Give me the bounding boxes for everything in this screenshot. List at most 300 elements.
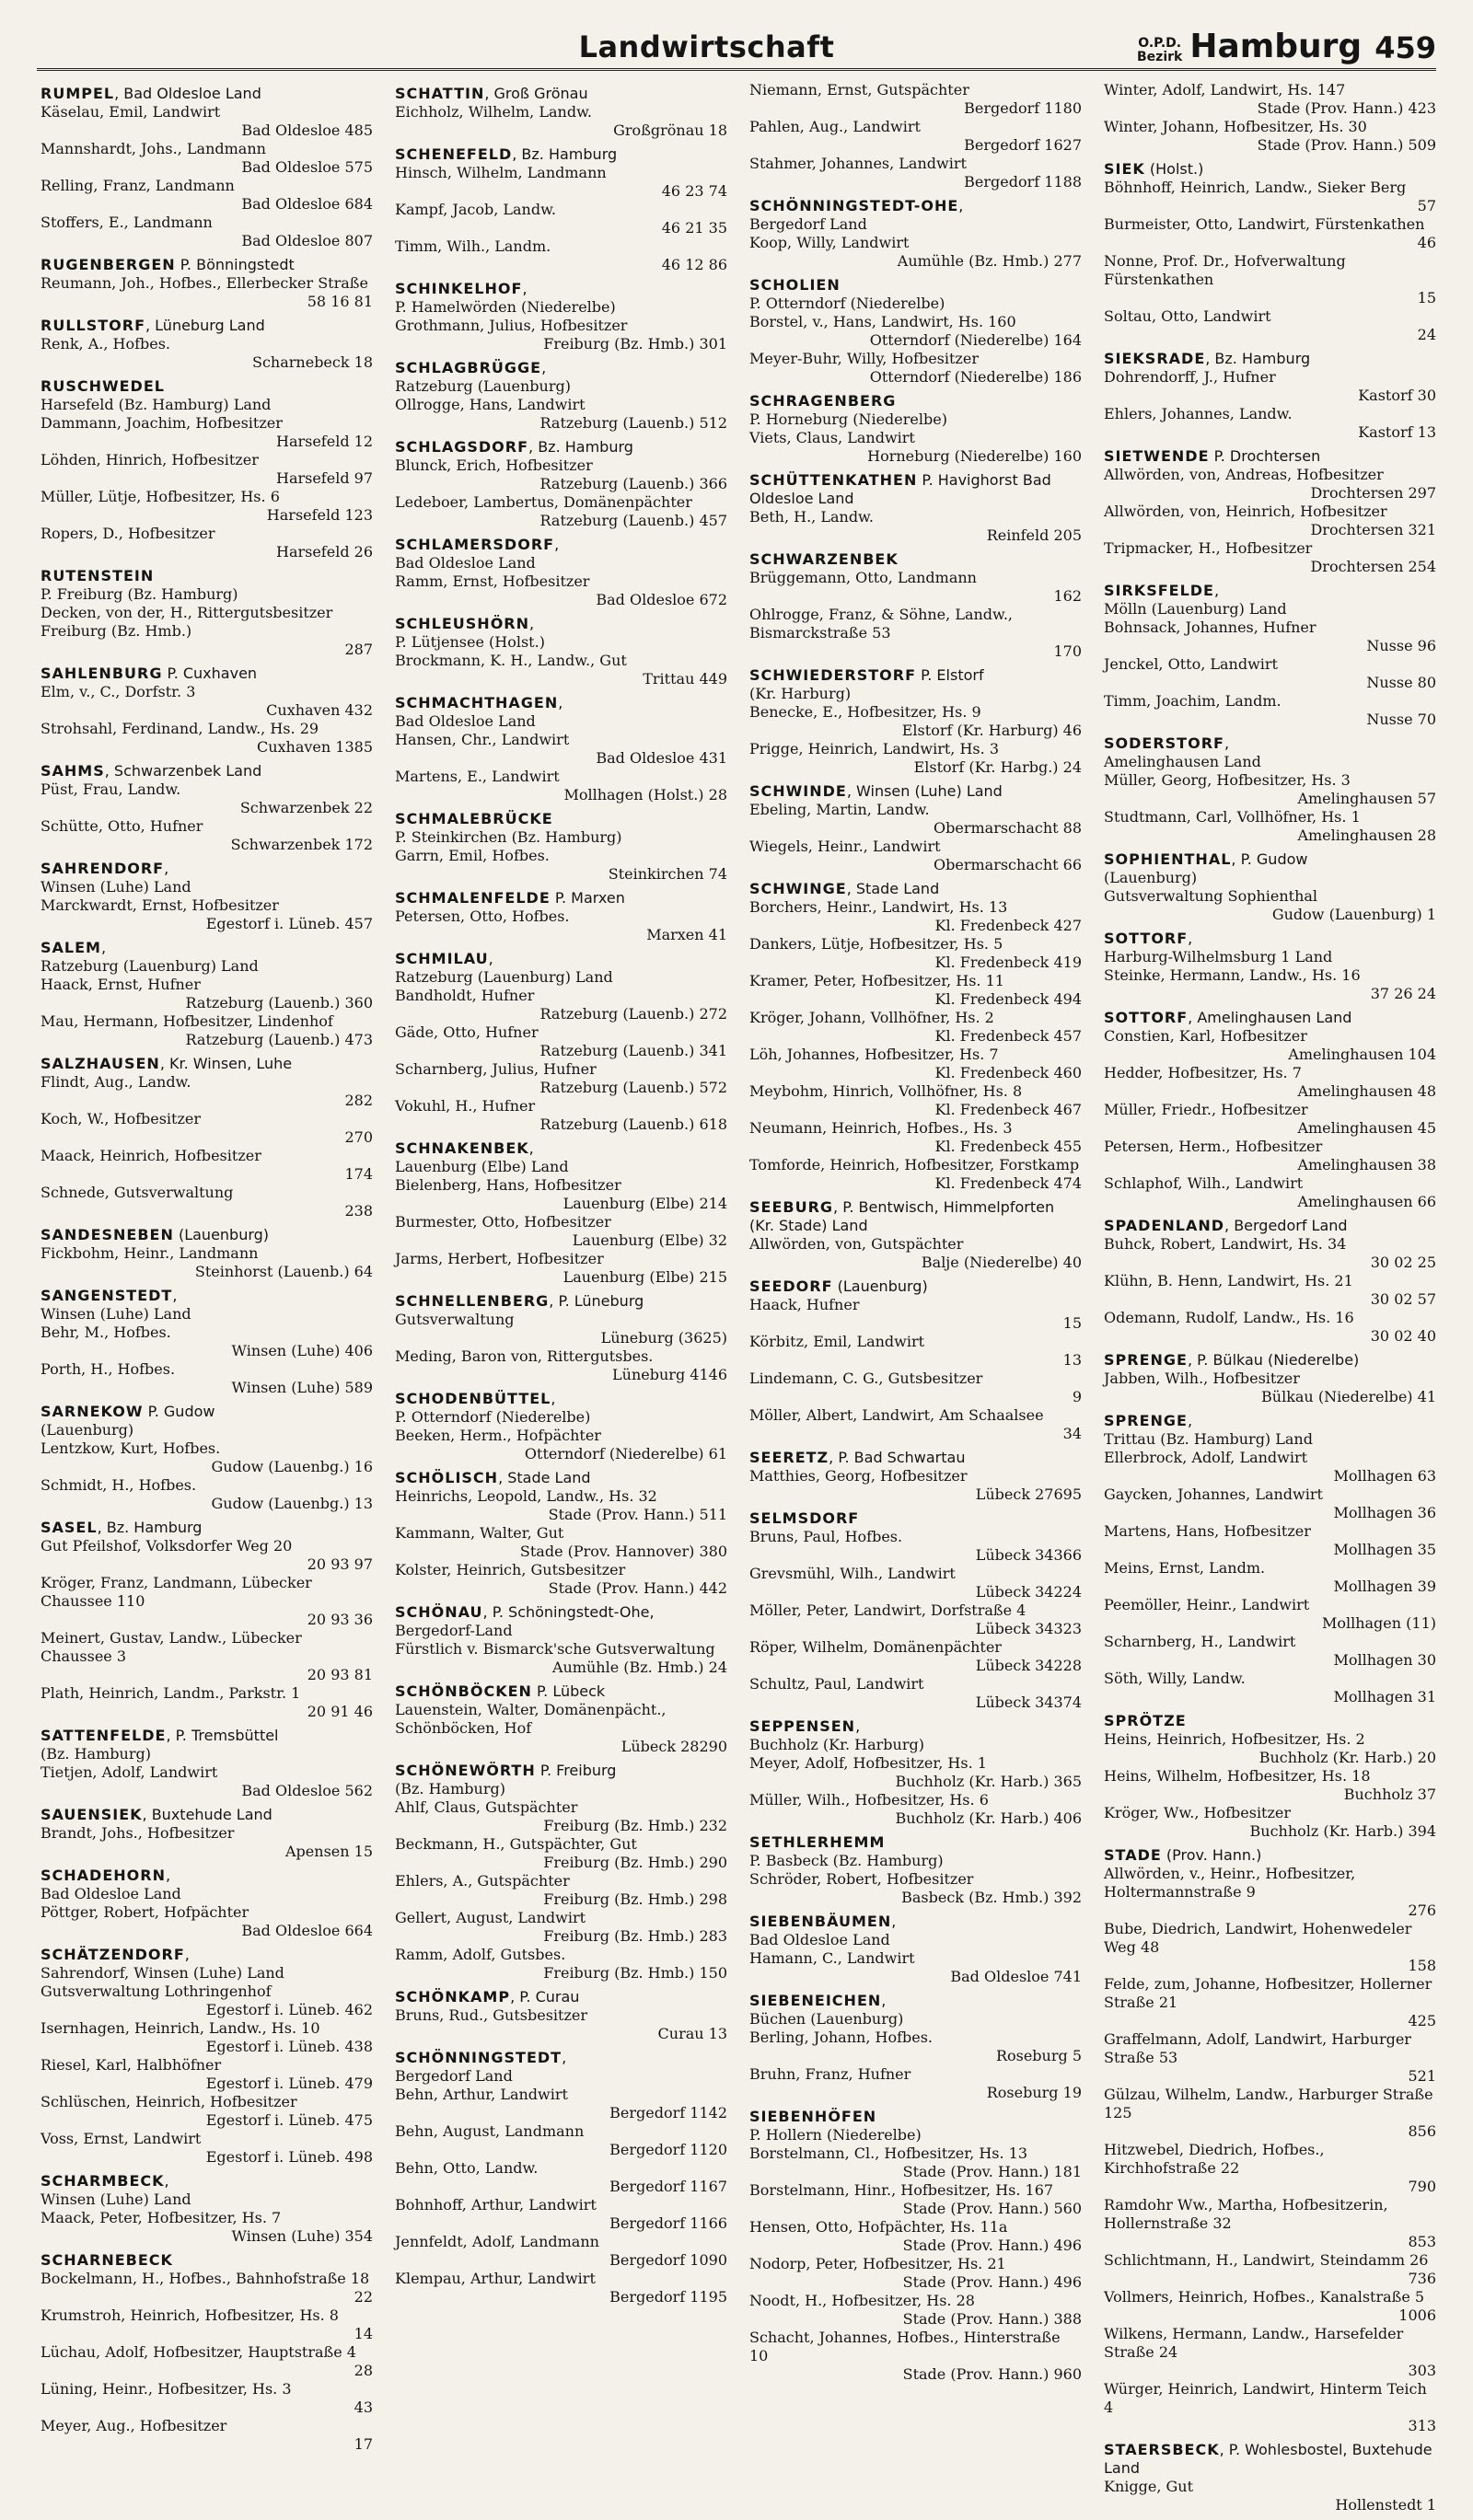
entry-phone: 425 — [1408, 2012, 1436, 2029]
place-info: , Bz. Hamburg — [528, 438, 633, 456]
place-section — [395, 145, 727, 274]
place-section — [41, 1055, 373, 1220]
entry-phone: Bergedorf 1142 — [609, 2104, 727, 2121]
place-name: SCHARNEBECK — [41, 2251, 173, 2269]
entry-phone: Nusse 80 — [1366, 674, 1436, 691]
directory-entry — [1104, 1865, 1436, 1920]
entry-name: Dammann, Joachim, Hofbesitzer — [41, 414, 283, 432]
place-heading — [41, 317, 373, 335]
entry-phone: 14 — [354, 2325, 373, 2342]
entry-phone: Bergedorf 1120 — [609, 2141, 727, 2158]
entry-name: Allwörden, von, Andreas, Hofbesitzer — [1104, 466, 1384, 483]
place-section — [395, 85, 727, 140]
place-section — [41, 1403, 373, 1513]
place-name: SALZHAUSEN — [41, 1055, 160, 1072]
entry-phone: 276 — [1408, 1902, 1436, 1919]
directory-entry — [1104, 618, 1436, 655]
directory-entry — [395, 1946, 727, 1982]
directory-entry — [1104, 1272, 1436, 1309]
entry-name: Haack, Hufner — [749, 1296, 860, 1313]
directory-entry — [395, 1311, 727, 1347]
place-info: P. Havighorst Bad Oldesloe Land — [749, 471, 1051, 507]
directory-entry — [749, 410, 1082, 429]
entry-name: Jenckel, Otto, Landwirt — [1104, 655, 1278, 673]
entry-name: Matthies, Georg, Hofbesitzer — [749, 1467, 968, 1485]
entry-name: Meyer, Adolf, Hofbesitzer, Hs. 1 — [749, 1754, 987, 1772]
place-name: SCHMACHTHAGEN — [395, 694, 559, 711]
place-info: , Bergedorf Land — [1224, 1217, 1348, 1234]
directory-entry — [749, 898, 1082, 935]
place-name: SIEK — [1104, 160, 1145, 178]
entry-phone: Lübeck 28290 — [621, 1738, 727, 1755]
entry-name: Lüchau, Adolf, Hofbesitzer, Hauptstraße 4 — [41, 2343, 356, 2361]
entry-phone: Basbeck (Bz. Hmb.) 392 — [901, 1889, 1082, 1906]
directory-entry — [1104, 966, 1436, 1003]
entry-phone: 58 16 81 — [307, 293, 373, 310]
directory-entry — [749, 1852, 1082, 1870]
place-info: , — [488, 950, 493, 967]
place-info: , Bz. Hamburg — [97, 1519, 203, 1536]
directory-entry — [1104, 215, 1436, 252]
place-name: SCHARMBECK — [41, 2172, 165, 2190]
entry-phone: Obermarschacht 88 — [934, 819, 1082, 837]
place-heading — [41, 1806, 373, 1824]
entry-phone: Lüneburg (3625) — [600, 1329, 727, 1347]
place-section — [395, 1139, 727, 1287]
section-title: Landwirtschaft — [578, 29, 835, 64]
place-section — [749, 880, 1082, 1193]
entry-name: Schütte, Otto, Hufner — [41, 817, 203, 835]
entry-name: Petersen, Herm., Hofbesitzer — [1104, 1138, 1323, 1155]
directory-entry — [749, 1675, 1082, 1712]
directory-entry — [395, 907, 727, 944]
place-name: SCHÖNNINGSTEDT-OHE — [749, 197, 959, 214]
entry-name: Söth, Willy, Landw. — [1104, 1670, 1246, 1687]
entry-phone: Mollhagen 30 — [1333, 1651, 1436, 1669]
entry-name: Beeken, Herm., Hofpächter — [395, 1427, 601, 1444]
entry-name: Timm, Joachim, Landm. — [1104, 692, 1282, 710]
entry-name: Allwörden, von, Gutspächter — [749, 1235, 964, 1253]
place-section — [41, 665, 373, 757]
directory-entry — [749, 295, 1082, 313]
entry-name: Mau, Hermann, Hofbesitzer, Lindenhof — [41, 1012, 333, 1030]
directory-entry — [41, 1885, 373, 1903]
directory-entry — [1104, 808, 1436, 845]
directory-entry — [41, 103, 373, 140]
entry-phone: 856 — [1408, 2122, 1436, 2140]
directory-entry — [395, 768, 727, 804]
place-section — [1104, 160, 1436, 344]
place-heading — [749, 1277, 1082, 1296]
directory-entry — [395, 1427, 727, 1463]
entry-name: Bergedorf-Land — [395, 1622, 513, 1639]
entry-name: Gutsverwaltung Lothringenhof — [41, 1982, 272, 2000]
entry-name: Jarms, Herbert, Hofbesitzer — [395, 1250, 604, 1267]
entry-name: Maack, Heinrich, Hofbesitzer — [41, 1147, 261, 1164]
entry-name: Niemann, Ernst, Gutspächter — [749, 81, 969, 98]
place-name: STADE — [1104, 1846, 1162, 1864]
entry-phone: Kl. Fredenbeck 455 — [934, 1138, 1082, 1155]
entry-name: Porth, H., Hofbes. — [41, 1360, 176, 1378]
directory-entry — [395, 731, 727, 768]
place-heading — [41, 1946, 373, 1964]
entry-name: Dankers, Lütje, Hofbesitzer, Hs. 5 — [749, 935, 1003, 953]
directory-entry — [1104, 405, 1436, 442]
directory-entry — [749, 2292, 1082, 2329]
place-name: SPADENLAND — [1104, 1217, 1225, 1234]
place-name: SCHNAKENBEK — [395, 1139, 529, 1157]
place-name: SCHÄTZENDORF — [41, 1946, 185, 1963]
place-info: , Stade Land — [498, 1469, 591, 1486]
directory-entry — [1104, 81, 1436, 118]
entry-phone: Kl. Fredenbeck 457 — [934, 1027, 1082, 1045]
directory-entry — [1104, 1596, 1436, 1633]
entry-phone: Roseburg 5 — [995, 2047, 1082, 2064]
place-heading — [395, 1139, 727, 1158]
place-section — [41, 1519, 373, 1721]
entry-phone: Stade (Prov. Hann.) 442 — [548, 1579, 727, 1597]
opd-label — [1137, 37, 1182, 64]
directory-entry — [395, 1060, 727, 1097]
place-section — [395, 438, 727, 530]
entry-name: Jennfeldt, Adolf, Landmann — [395, 2233, 599, 2250]
directory-entry — [1104, 1101, 1436, 1138]
entry-name: Gut Pfeilshof, Volksdorfer Weg 20 — [41, 1537, 293, 1555]
column-4 — [1104, 81, 1436, 2520]
directory-entry — [395, 298, 727, 317]
directory-entry — [395, 396, 727, 433]
entry-name: Heinrichs, Leopold, Landw., Hs. 32 — [395, 1487, 657, 1505]
place-section — [749, 81, 1082, 191]
place-heading — [749, 550, 1082, 569]
place-name: SIRKSFELDE — [1104, 582, 1214, 599]
place-info: , P. Bülkau (Niederelbe) — [1187, 1351, 1360, 1369]
place-section — [1104, 850, 1436, 924]
place-section — [395, 280, 727, 353]
entry-name: Ebeling, Martin, Landw. — [749, 801, 930, 818]
entry-name: Dohrendorff, J., Hufner — [1104, 368, 1276, 386]
directory-entry — [749, 2065, 1082, 2102]
place-section — [749, 666, 1082, 777]
entry-name: Würger, Heinrich, Landwirt, Hinterm Teich 4 — [1104, 2380, 1427, 2416]
entry-phone: 46 — [1417, 234, 1436, 251]
place-name: SIEKSRADE — [1104, 350, 1206, 367]
directory-entry — [749, 313, 1082, 350]
entry-phone: Egestorf i. Lüneb. 438 — [205, 2038, 373, 2055]
directory-entry — [749, 1565, 1082, 1601]
place-section — [395, 536, 727, 609]
place-name: SCHOLIEN — [749, 276, 841, 294]
column-3 — [749, 81, 1082, 2520]
place-name: SPRENGE — [1104, 1412, 1188, 1429]
entry-phone: Kl. Fredenbeck 474 — [934, 1174, 1082, 1192]
directory-entry — [41, 817, 373, 854]
directory-entry — [749, 2181, 1082, 2218]
entry-name: Constien, Karl, Hofbesitzer — [1104, 1027, 1307, 1045]
entry-name: Martens, E., Landwirt — [395, 768, 560, 785]
entry-name: Graffelmann, Adolf, Landwirt, Harburger Straße 53 — [1104, 2030, 1411, 2066]
place-info: P. Drochtersen — [1209, 447, 1321, 465]
place-info: (Lauenburg) — [173, 1226, 270, 1243]
entry-name: Winter, Johann, Hofbesitzer, Hs. 30 — [1104, 118, 1367, 135]
directory-entry — [1104, 466, 1436, 503]
directory-entry — [1104, 307, 1436, 344]
place-name: SOTTORF — [1104, 930, 1189, 947]
directory-entry — [749, 606, 1082, 661]
directory-entry — [749, 81, 1082, 118]
entry-name: Trittau (Bz. Hamburg) Land — [1104, 1430, 1313, 1448]
entry-name: Meins, Ernst, Landm. — [1104, 1559, 1266, 1577]
entry-phone: Harsefeld 26 — [275, 543, 373, 561]
directory-entry — [395, 712, 727, 731]
entry-phone: 34 — [1062, 1425, 1082, 1442]
entry-name: Klühn, B. Henn, Landwirt, Hs. 21 — [1104, 1272, 1353, 1289]
entry-name: Tomforde, Heinrich, Hofbesitzer, Forstkamp — [749, 1156, 1080, 1173]
entry-phone: Egestorf i. Lüneb. 475 — [205, 2111, 373, 2129]
entry-phone: Lübeck 27695 — [975, 1485, 1082, 1503]
entry-phone: Mollhagen (11) — [1321, 1614, 1436, 1632]
place-info: , P. Bad Schwartau — [829, 1449, 966, 1466]
entry-phone: Harsefeld 12 — [275, 433, 373, 450]
entry-name: Meybohm, Hinrich, Vollhöfner, Hs. 8 — [749, 1082, 1023, 1100]
entry-phone: Stade (Prov. Hann.) 560 — [902, 2200, 1082, 2217]
entry-name: Heins, Wilhelm, Hofbesitzer, Hs. 18 — [1104, 1767, 1371, 1785]
entry-name: Bruns, Rud., Gutsbesitzer — [395, 2006, 587, 2024]
place-heading — [395, 359, 727, 377]
place-heading — [1104, 734, 1436, 753]
place-name: SCHLEUSHÖRN — [395, 615, 529, 632]
place-section — [41, 85, 373, 250]
entry-phone: Stade (Prov. Hann.) 496 — [902, 2273, 1082, 2291]
entry-name: Wilkens, Hermann, Landw., Harsefelder Straße 24 — [1104, 2325, 1404, 2361]
entry-phone: Winsen (Luhe) 406 — [231, 1342, 373, 1359]
directory-entry — [749, 935, 1082, 972]
place-info: , — [891, 1913, 897, 1930]
entry-phone: Reinfeld 205 — [986, 526, 1082, 544]
place-section — [41, 2251, 373, 2454]
directory-entry — [395, 2159, 727, 2196]
directory-entry — [749, 1119, 1082, 1156]
entry-name: P. Horneburg (Niederelbe) — [749, 410, 947, 428]
directory-entry — [1104, 1449, 1436, 1485]
directory-entry — [395, 1097, 727, 1134]
directory-entry — [749, 429, 1082, 466]
entry-phone: Stade (Prov. Hann.) 388 — [902, 2310, 1082, 2328]
place-heading — [41, 377, 373, 396]
directory-entry — [395, 1023, 727, 1060]
entry-phone: Apensen 15 — [285, 1843, 373, 1860]
entry-name: Müller, Lütje, Hofbesitzer, Hs. 6 — [41, 488, 280, 505]
place-info: , — [958, 197, 964, 214]
directory-columns — [41, 81, 1436, 2514]
place-heading — [749, 1992, 1082, 2010]
entry-phone: 238 — [344, 1202, 373, 1220]
directory-entry — [749, 1235, 1082, 1272]
place-section — [395, 889, 727, 944]
entry-phone: 20 93 36 — [307, 1611, 373, 1628]
entry-phone: Amelinghausen 104 — [1288, 1046, 1436, 1063]
directory-entry — [1104, 1138, 1436, 1174]
directory-entry — [749, 2255, 1082, 2292]
entry-phone: 43 — [354, 2399, 373, 2416]
entry-phone: Harsefeld 97 — [275, 469, 373, 487]
entry-phone: 270 — [344, 1128, 373, 1146]
entry-phone: Cuxhaven 1385 — [256, 738, 373, 756]
place-heading — [41, 256, 373, 274]
directory-entry — [41, 976, 373, 1012]
place-section — [1104, 81, 1436, 155]
entry-phone: Amelinghausen 38 — [1297, 1156, 1436, 1173]
entry-phone: Stade (Prov. Hannover) 380 — [519, 1543, 727, 1560]
entry-name: Noodt, H., Hofbesitzer, Hs. 28 — [749, 2292, 975, 2309]
directory-entry — [1104, 1559, 1436, 1596]
entry-phone: 303 — [1408, 2362, 1436, 2379]
directory-entry — [41, 2093, 373, 2130]
place-info: , Amelinghausen Land — [1188, 1009, 1352, 1026]
directory-entry — [749, 215, 1082, 234]
entry-name: (Bz. Hamburg) — [41, 1745, 151, 1763]
directory-entry — [749, 1333, 1082, 1370]
entry-phone: 170 — [1053, 642, 1082, 660]
directory-entry — [41, 780, 373, 817]
entry-phone: Bad Oldesloe 431 — [596, 749, 727, 767]
directory-entry — [395, 2067, 727, 2086]
place-name: SEPPENSEN — [749, 1717, 856, 1735]
entry-phone: Ratzeburg (Lauenb.) 457 — [539, 512, 727, 529]
directory-entry — [41, 2343, 373, 2380]
directory-entry — [1104, 503, 1436, 539]
entry-phone: Bad Oldesloe 575 — [241, 158, 373, 176]
place-name: SCHWIEDERSTORF — [749, 666, 917, 684]
place-info: , P. Curau — [510, 1988, 580, 2006]
entry-phone: Harsefeld 123 — [266, 506, 373, 524]
place-section — [41, 256, 373, 311]
place-name: SCHÖLISCH — [395, 1469, 499, 1486]
entry-name: Tripmacker, H., Hofbesitzer — [1104, 539, 1313, 557]
place-heading — [1104, 2441, 1436, 2478]
entry-name: Kampf, Jacob, Landw. — [395, 201, 556, 218]
place-section — [749, 1992, 1082, 2102]
directory-entry — [1104, 179, 1436, 215]
entry-phone: Kastorf 13 — [1358, 423, 1436, 441]
place-section — [1104, 2441, 1436, 2514]
place-info: , Lüneburg Land — [145, 317, 265, 334]
directory-entry — [395, 2233, 727, 2270]
entry-phone: Ratzeburg (Lauenb.) 341 — [539, 1042, 727, 1059]
directory-entry — [41, 1745, 373, 1763]
place-heading — [41, 567, 373, 585]
entry-phone: 282 — [344, 1092, 373, 1109]
directory-entry — [395, 2122, 727, 2159]
place-heading — [395, 1469, 727, 1487]
entry-phone: Ratzeburg (Lauenb.) 272 — [539, 1005, 727, 1023]
directory-entry — [395, 1487, 727, 1524]
place-section — [1104, 350, 1436, 442]
place-info: P. Freiburg — [535, 1762, 617, 1779]
directory-entry — [41, 1903, 373, 1940]
directory-entry — [395, 1780, 727, 1798]
entry-name: Käselau, Emil, Landwirt — [41, 103, 221, 121]
place-name: SCHLAMERSDORF — [395, 536, 555, 553]
entry-name: Bergedorf Land — [395, 2067, 513, 2085]
entry-name: Behn, Arthur, Landwirt — [395, 2086, 568, 2103]
entry-name: Riesel, Karl, Halbhöfner — [41, 2056, 222, 2074]
entry-name: Böhnhoff, Heinrich, Landw., Sieker Berg — [1104, 179, 1407, 196]
entry-phone: Ratzeburg (Lauenb.) 618 — [539, 1116, 727, 1133]
place-heading — [395, 1292, 727, 1311]
entry-phone: Bergedorf 1090 — [609, 2251, 727, 2269]
directory-entry — [41, 1184, 373, 1220]
entry-name: Hamann, C., Landwirt — [749, 1949, 915, 1967]
directory-entry — [749, 2218, 1082, 2255]
entry-phone: Lübeck 34228 — [975, 1657, 1082, 1674]
directory-entry — [749, 234, 1082, 271]
directory-entry — [41, 140, 373, 177]
entry-phone: Balje (Niederelbe) 40 — [921, 1254, 1082, 1271]
entry-name: Kröger, Ww., Hofbesitzer — [1104, 1804, 1292, 1821]
place-heading — [395, 85, 727, 103]
directory-entry — [395, 1872, 727, 1909]
place-section — [1104, 447, 1436, 576]
place-info: P. Lübeck — [531, 1682, 606, 1700]
entry-name: Prigge, Heinrich, Landwirt, Hs. 3 — [749, 740, 999, 757]
entry-phone: Egestorf i. Lüneb. 457 — [205, 915, 373, 932]
directory-entry — [395, 1909, 727, 1946]
entry-name: Behn, Otto, Landw. — [395, 2159, 539, 2177]
place-info: , — [554, 536, 560, 553]
place-heading — [749, 666, 1082, 685]
place-name: SCHATTIN — [395, 85, 485, 102]
directory-entry — [41, 2056, 373, 2093]
directory-entry — [41, 488, 373, 525]
place-heading — [749, 1509, 1082, 1528]
place-heading — [1104, 350, 1436, 368]
entry-name: Brockmann, K. H., Landw., Gut — [395, 652, 627, 669]
place-heading — [395, 615, 727, 633]
directory-entry — [749, 1791, 1082, 1828]
place-name: SCHLAGSDORF — [395, 438, 529, 456]
directory-entry — [395, 968, 727, 987]
entry-phone: Buchholz (Kr. Harb.) 365 — [895, 1773, 1082, 1790]
entry-phone: Otterndorf (Niederelbe) 186 — [869, 368, 1082, 386]
place-info: , P. Tremsbüttel — [166, 1727, 279, 1744]
directory-entry — [41, 1763, 373, 1800]
place-name: SCHENEFELD — [395, 145, 513, 163]
entry-name: Hensen, Otto, Hofpächter, Hs. 11a — [749, 2218, 1008, 2236]
entry-name: Peemöller, Heinr., Landwirt — [1104, 1596, 1310, 1613]
entry-name: Klempau, Arthur, Landwirt — [395, 2270, 596, 2287]
place-heading — [41, 860, 373, 878]
place-heading — [41, 762, 373, 780]
place-section — [1104, 1712, 1436, 1841]
entry-name: Hitzwebel, Diedrich, Hofbes., Kirchhofstraße 22 — [1104, 2141, 1325, 2177]
directory-entry — [749, 1082, 1082, 1119]
place-name: SATTENFELDE — [41, 1727, 167, 1744]
entry-name: Bruns, Paul, Hofbes. — [749, 1528, 903, 1545]
place-heading — [749, 2108, 1082, 2126]
directory-entry — [1104, 2380, 1436, 2435]
directory-entry — [395, 2196, 727, 2233]
entry-name: Gellert, August, Landwirt — [395, 1909, 586, 1926]
place-name: SCHÖNKAMP — [395, 1988, 511, 2006]
entry-phone: Mollhagen 39 — [1333, 1578, 1436, 1595]
place-section — [41, 939, 373, 1049]
directory-entry — [41, 1360, 373, 1397]
place-info: , P. Bentwisch, Himmelpforten (Kr. Stade) Land — [749, 1198, 1055, 1234]
entry-name: Buchholz (Kr. Harburg) — [749, 1736, 924, 1753]
place-info: , Winsen (Luhe) Land — [846, 782, 1003, 800]
entry-name: P. Otterndorf (Niederelbe) — [749, 295, 945, 312]
